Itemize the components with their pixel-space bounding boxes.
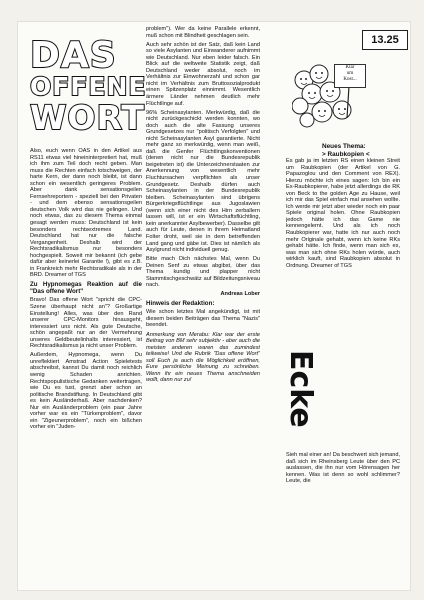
column-3 [286, 158, 400, 348]
column-1 [30, 148, 142, 573]
col2-p1: problem"). Wer da keine Parallele erkennt, muß schon mit Blindheit geschlagen sein. [146, 26, 260, 39]
logo-line-3: WORT [30, 98, 145, 137]
col1-intro: Also, euch wenn OAS in den Artikel aus RS11 etwas viel hineininterpretiert hat, muß ich ihm zum Teil doch recht geben. Man muss die Rechten einfach totschweigen, der harte Kern, der dann noch bleibt, ist dann schon ein wesentlich geringeres Problem. Aber dank sensationsgeilen Fernsehreportern - speziell bei den Privaten - und dem ebenso sensationsgeilen deutschen Volk wird das nie gelingen. Und noch etwas, das zu diesem Thema einmal gesagt werden muss: Deutschland ist kein besonders rechtsextremes Land. Deutschland hat nur die falsche Vergangenheit. Deshalb wird der Rechtsradikalismus nur besonders hochgespielt. Soweit mir bekannt (ich gebe dafür aber keinerlei Garantie !), gibt es z.B. in Frankreich mehr Rechtsradikale als in der BRD. Dreamer of TGS [30, 148, 142, 279]
col2-heading: Hinweis der Redaktion: [146, 300, 215, 308]
cartoon-illustration [292, 58, 370, 128]
col2-p3: 96% Scheinasylanten. Merkwürdig, daß die nicht zurückgeschickt werden konnten, wo doch auch die alte Fassung unseres Grundgesetzes nur "politisch Verfolgten" und nicht Scheinasylanten Asyl garantierte. Nicht mehr ganz so merkwürdig, wenn man weiß, daß die Genfer Flüchtlingskonventionen (denen nicht nur die Bundesrepublik beigetreten ist) die Unterzeichnerstaaten zur Anerkennung von wesentlich mehr Fluchtursachen verpflichten als unser Grundgesetz. Deshalb dürfen auch Scheinasylanten in der Bundesrepublik bleiben. Scheinasylanten sind übrigens Bürgerkriegsflüchtlinge aus Jugoslawien (wenn sich einer nicht des Hirn zerballern lassen will, ist er ein Wirtschaftsflüchtling, kein anerkannter Asylbewerber). Dasselbe gilt auch für Leute, denen in ihrem Heimatland Folter droht, weil sie in dem betreffenden Land gang und gäbe ist. Dies ist nämlich als Asylgrund nicht individuell genug. [146, 109, 260, 254]
sign-line-2: um [346, 71, 354, 76]
sign-line-1: Klar [345, 65, 355, 70]
col3-p1: Es gab ja im letzten RS einen kleinen Streit um Raubkopien (der Artikel von G. Papazoglou und den Comment von REX). Hierzu möchte ich eines sagen: Ich bin ein Ex-Raubkopierer, habe jetzt allerdings die RK von Beck to the golden Age zu Hause, weil ich mir das Spiel einfach mal ansehen wollte. Ich werde mir jetzt aber wieder noch ein paar Spiele original holen. Ohne Raubkopien jedoch hätte ich das Game nie kennengelernt. Und als ich noch Raubkopierer war, hatte ich nur auch noch mehr Originale gehabt, wenn ich keine RKs gehabt hätte. Ich finde, wenn man sich es, was man sich ohne RKs holen würde, auch wirklich kauft, sind Raubkopien absolut in Ordnung. Dreamer of TGS [286, 158, 400, 269]
ecke-logo-text: Ecke [283, 350, 318, 428]
column-2 [146, 26, 260, 561]
col2-signature: Andreas Lober [220, 291, 260, 298]
neues-thema-heading [322, 143, 370, 158]
col2-p5: Wie schon letztes Mal angekündigt, ist mit diesem beiden Beiträgen das Thema "Nazis" beendet. [146, 309, 260, 329]
col1-p2: Bravo! Das offene Wort "spricht die CPC-Szene überhaupt nicht an"? Großartige Einstellung! Alles, was über den Rand unserer CPC-Monitors hinausgeht, interessiert uns nicht. Als gute Deutsche, schön angepaßt nur an der Vermehrung unseres Geldbeutelinhalts interessiert, ist Rechtsradikalismus ja nicht unser Problem. [30, 297, 142, 350]
col1-p3: Außerdem, Hypnomega, wenn Du unreflektiert Amstrad Action Spieletests abschreibst, kannst Du damit noch reichlich wenig Schaden anrichten. Rechtspopulistische Gedanken weitertragen, wie Du es tust, grenzt aber schon an politische Brandstiftung. In Deutschland gibt es kein Ausländerhaß. Aber nachdenken? Nur ein Ausländerproblem (ein paar Jahre vorher war es ein "Türkenproblem", davor ein "Zigeunerproblem", noch ein bißchen vorher ein "Juden- [30, 352, 142, 431]
col3-p2: Sieh mal einer an! Da beschwert sich jemand, daß sich im Rheinsberg Leute über den PC auslassen, die ihn nur vom Hörensagen her kennen. Was ist denn so wohl schlimmer? Leute, die [286, 452, 400, 485]
logo-line-1: DAS [30, 35, 117, 76]
col1-heading: Zu Hypnomegas Reaktion auf die "Das offene Wort" [30, 281, 142, 296]
col2-p2: Auch sehr schön ist der Satz, daß kein Land so viele Asylanten und Einwanderer aufnimmt wie Deutschland. Nur eben leider falsch. Ein Blick auf die weltweite Statistik zeigt, daß Deutschland weder absolut, noch im Verhältnis zur Einwohnerzahl und schon gar nicht im Verhältnis zum Bruttosozialprodukt einen Spitzenplatz einnimmt. Wesentlich ärmere Länder nehmen deutlich mehr Flüchtlinge auf. [146, 41, 260, 107]
cartoon-sign [334, 64, 366, 88]
sign-line-3: Kost... [343, 77, 357, 82]
neues-thema-line-1: Neues Thema: [322, 143, 366, 150]
neues-thema-line-2: > Raubkopien < [322, 150, 370, 158]
col2-note: Anmerkung von Merabu: Klar war der erste Beitrag von BM sehr subjektiv - aber auch die meisten anderen waren das zumindest teilweise! Und die Rubrik "Das offene Wort" soll Euch ja auch die Möglichkeit eröffnen, Eure persönliche Meinung zu schreiben. Wenn ihr ein neues Thema anschneiden wollt, dann nur zu! [146, 331, 260, 384]
logo-line-2: OFFENE [30, 72, 147, 101]
ecke-logo [283, 350, 318, 450]
das-offene-wort-logo [30, 35, 147, 140]
page-number: 13.25 [362, 30, 408, 50]
column-3-bottom [286, 452, 400, 562]
col2-p4: Bitte mach Dich nächstes Mal, wenn Du Deinen Senf zu etwas abgibst, über das Thema kundig und plapper nicht Stammtischgeschwätz auf Bildzeitungsniveau nach. [146, 256, 260, 289]
